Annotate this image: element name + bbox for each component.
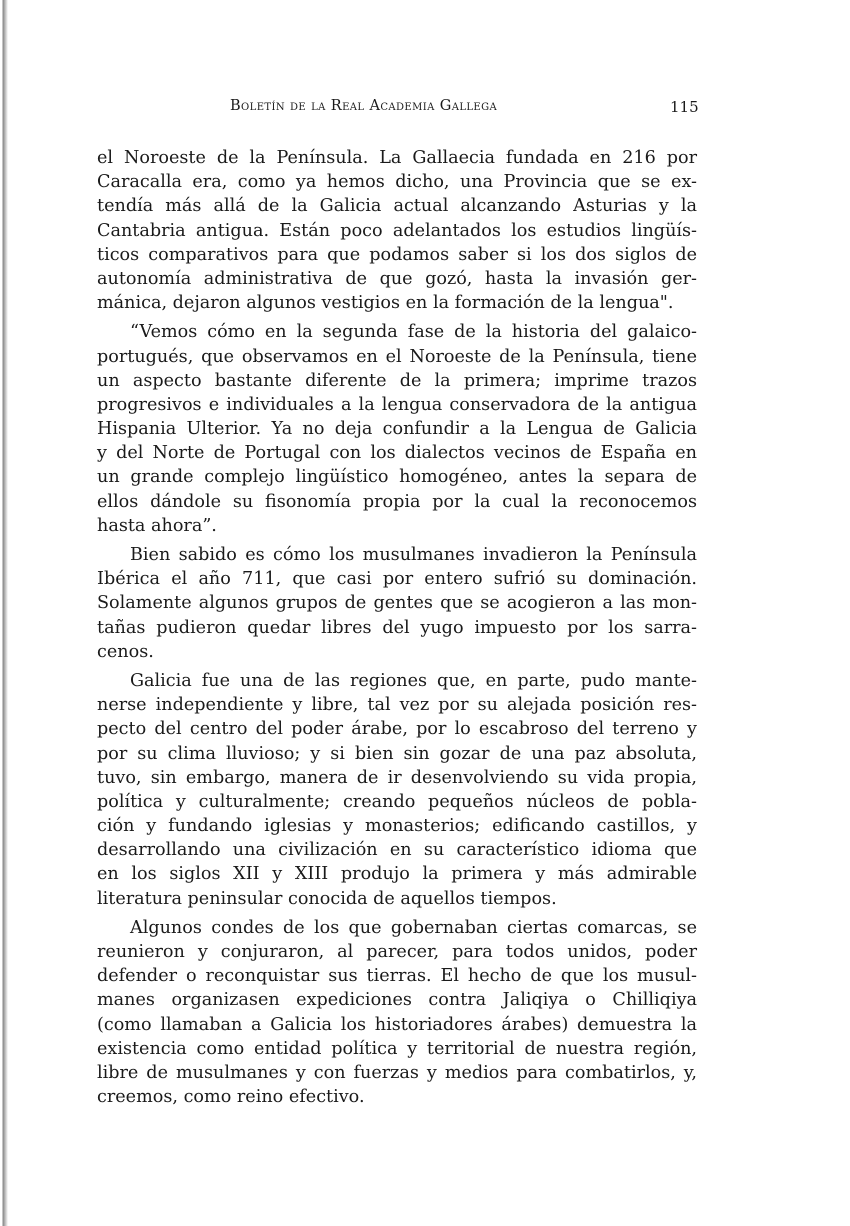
text-line: pecto del centro del poder árabe, por lo escabroso del terreno y (97, 719, 697, 740)
text-line: defender o reconquistar sus tierras. El hecho de que los musul- (97, 966, 697, 987)
text-line: por su clima lluvioso; y si bien sin gozar de una paz absoluta, (97, 743, 697, 764)
text-line: creemos, como reino efectivo. (97, 1087, 365, 1108)
text-line: un aspecto bastante diferente de la primera; imprime trazos (97, 370, 697, 391)
text-line: desarrollando una civilización en su característico idioma que (97, 840, 697, 861)
paragraph (97, 543, 697, 664)
text-line: nerse independiente y libre, tal vez por su alejada posición res- (97, 695, 697, 716)
text-line: ellos dándole su fisonomía propia por la cual la reconocemos (97, 491, 697, 512)
text-line: Caracalla era, como ya hemos dicho, una Provincia que se ex- (97, 172, 697, 193)
text-line: portugués, que observamos en el Noroeste de la Península, tiene (97, 346, 697, 367)
page-number: 115 (670, 98, 699, 116)
text-line: Bien sabido es cómo los musulmanes invadieron la Península (130, 545, 697, 565)
text-line: Galicia fue una de las regiones que, en parte, pudo mante- (130, 670, 697, 691)
text-line: (como llamaban a Galicia los historiadores árabes) demuestra la (97, 1014, 697, 1035)
text-line: Solamente algunos grupos de gentes que se acogieron a las mon- (97, 593, 697, 614)
text-line: el Noroeste de la Península. La Gallaecia fundada en 216 por (97, 148, 697, 168)
text-line: en los siglos XII y XIII produjo la primera y más admirable (97, 864, 697, 885)
text-line: Algunos condes de los que gobernaban ciertas comarcas, se (130, 917, 697, 938)
text-line: tañas pudieron quedar libres del yugo impuesto por los sarra- (97, 617, 697, 638)
paragraph (97, 146, 697, 315)
running-header: Boletín de la Real Academia Gallega (230, 98, 498, 114)
text-line: política y culturalmente; creando pequeños núcleos de pobla- (97, 791, 697, 812)
text-line: tendía más allá de la Galicia actual alcanzando Asturias y la (97, 196, 697, 217)
text-line: Hispania Ulterior. Ya no deja confundir a la Lengua de Galicia (97, 419, 697, 440)
text-line: ción y fundando iglesias y monasterios; edificando castillos, y (97, 816, 697, 837)
text-line: mánica, dejaron algunos vestigios en la formación de la lengua". (97, 293, 674, 314)
text-line: manes organizasen expediciones contra Jaliqiya o Chilliqiya (97, 990, 697, 1011)
text-line: y del Norte de Portugal con los dialectos vecinos de España en (97, 443, 697, 464)
text-line: hasta ahora”. (97, 515, 217, 536)
scan-edge (0, 0, 9, 1226)
paragraph (97, 320, 697, 538)
paragraph (97, 669, 697, 911)
text-line: existencia como entidad política y territorial de nuestra región, (97, 1038, 697, 1059)
text-line: ticos comparativos para que podamos saber si los dos siglos de (97, 244, 697, 265)
text-line: autonomía administrativa de que gozó, hasta la invasión ger- (97, 268, 697, 289)
text-line: progresivos e individuales a la lengua conservadora de la antigua (97, 394, 697, 415)
text-line: literatura peninsular conocida de aquellos tiempos. (97, 888, 557, 909)
text-line: tuvo, sin embargo, manera de ir desenvolviendo su vida propia, (97, 767, 697, 788)
text-line: “Vemos cómo en la segunda fase de la historia del galaico- (130, 322, 697, 343)
text-line: reunieron y conjuraron, al parecer, para todos unidos, poder (97, 942, 697, 962)
text-line: cenos. (97, 641, 154, 662)
body-text (97, 146, 697, 1114)
text-line: un grande complejo lingüístico homogéneo, antes la separa de (97, 467, 697, 488)
text-line: Cantabria antigua. Están poco adelantados los estudios lingüís- (97, 220, 697, 241)
paragraph (97, 916, 697, 1110)
text-line: libre de musulmanes y con fuerzas y medios para combatirlos, y, (97, 1062, 697, 1083)
text-line: Ibérica el año 711, que casi por entero sufrió su dominación. (97, 569, 697, 590)
